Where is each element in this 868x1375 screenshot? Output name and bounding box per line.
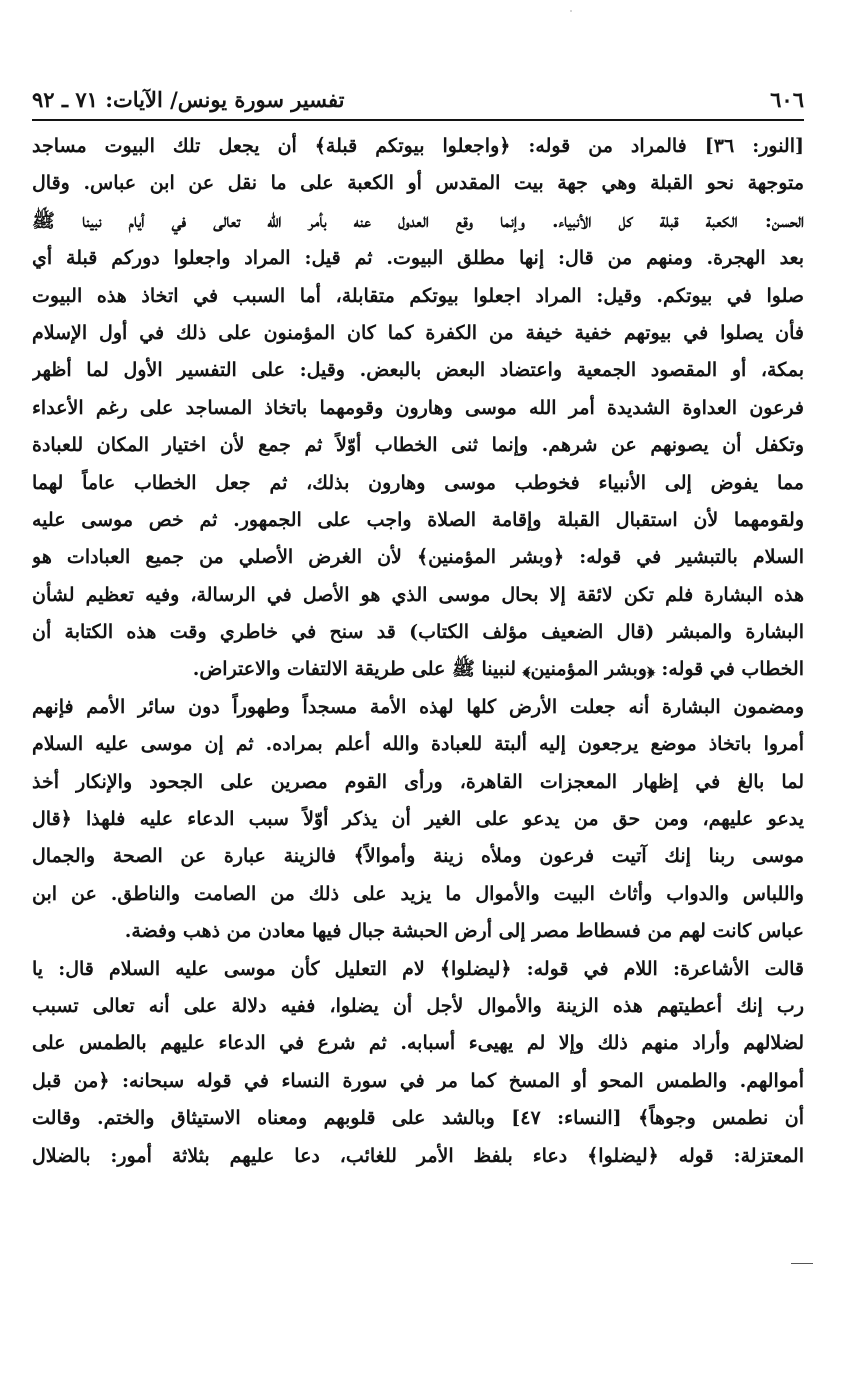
text-line: البشارة والمبشر (قال الضعيف مؤلف الكتاب) قد سنح في خاطري وقت هذه الكتابة أن bbox=[32, 621, 804, 644]
text-line: أن نطمس وجوهاً﴾ [النساء: ٤٧] وبالشد على قلوبهم ومعناه الاستيثاق والختم. وقالت bbox=[32, 1107, 804, 1130]
text-line: رب إنك أعطيتهم هذه الزينة والأموال لأجل أن يضلوا، ففيه دلالة على أنه تعالى تسبب bbox=[32, 994, 804, 1017]
text-line: أمروا باتخاذ موضع يرجعون إليه ألبتة للعبادة والله أعلم بمراده. ثم إن موسى عليه السلام bbox=[32, 733, 804, 756]
text-line: مما يفوض إلى الأنبياء فخوطب موسى وهارون بذلك، ثم جعل الخطاب عاماً لهما bbox=[32, 471, 804, 494]
running-title: تفسير سورة يونس/ الآيات: ٧١ ـ ٩٢ bbox=[32, 86, 345, 112]
text-line: عباس كانت لهم من فسطاط مصر إلى أرض الحبشة جبال فيها معادن من ذهب وفضة. bbox=[124, 920, 804, 943]
text-line: أموالهم. والطمس المحو أو المسخ كما مر في سورة النساء في قوله سبحانه: ﴿من قبل bbox=[32, 1069, 804, 1092]
text-line: صلوا في بيوتكم. وقيل: المراد اجعلوا بيوتكم متقابلة، أما السبب في اتخاذ هذه البيوت bbox=[32, 284, 804, 307]
text-line: فأن يصلوا في بيوتهم خفية خيفة من الكفرة كما كان المؤمنون على ذلك في أول الإسلام bbox=[32, 321, 804, 344]
margin-mark bbox=[791, 1263, 813, 1264]
text-line: موسى ربنا إنك آتيت فرعون وملأه زينة وأموالاً﴾ فالزينة عبارة عن الصحة والجمال bbox=[32, 845, 804, 868]
page-number: ٦٠٦ bbox=[770, 86, 804, 112]
text-line: يدعو عليهم، ومن حق من يدعو على الغير أن يذكر أوّلاً سبب الدعاء عليه فلهذا ﴿قال bbox=[32, 808, 804, 831]
page-speck bbox=[570, 10, 572, 12]
page-header bbox=[32, 84, 804, 114]
text-line: هذه البشارة فلم تكن لائقة إلا بحال موسى الذي هو الأصل في الرسالة، وفيه تعظيم لشأن bbox=[32, 583, 804, 606]
text-line: لما بالغ في إظهار المعجزات القاهرة، ورأى القوم مصرين على الجحود والإنكار أخذ bbox=[32, 770, 804, 793]
text-line: متوجهة نحو القبلة وهي جهة بيت المقدس أو الكعبة على ما نقل عن ابن عباس. وقال bbox=[32, 172, 804, 195]
text-line: [النور: ٣٦] فالمراد من قوله: ﴿واجعلوا بيوتكم قبلة﴾ أن يجعل تلك البيوت مساجد bbox=[32, 135, 804, 157]
text-line: بعد الهجرة. ومنهم من قال: إنها مطلق البيوت. ثم قيل: المراد واجعلوا دوركم قبلة أي bbox=[32, 247, 804, 270]
text-line: وتكفل أن يصونهم عن شرهم. وإنما ثنى الخطاب أوّلاً ثم جمع لأن اختيار المكان للعبادة bbox=[32, 434, 804, 457]
text-line: السلام بالتبشير في قوله: ﴿وبشر المؤمنين﴾ لأن الغرض الأصلي من جميع العبادات هو bbox=[32, 546, 804, 569]
text-line: المعتزلة: قوله ﴿ليضلوا﴾ دعاء بلفظ الأمر للغائب، دعا عليهم بثلاثة أمور: بالضلال bbox=[32, 1144, 804, 1167]
text-line: لضلالهم وأراد منهم ذلك وإلا لم يهيىء أسبابه. ثم شرع في الدعاء عليهم بالطمس على bbox=[32, 1032, 804, 1055]
text-line: ومضمون البشارة أنه جعلت الأرض كلها لهذه الأمة مسجداً وطهوراً دون سائر الأمم فإنهم bbox=[32, 695, 804, 718]
text-line: الحسن: الكعبة قبلة كل الأنبياء. وإنما وقع العدول عنه بأمر الله تعالى في أيام نبينا ﷺ bbox=[32, 209, 804, 232]
header-rule bbox=[32, 119, 804, 121]
text-line: واللباس والدواب وأثاث البيت والأموال ما يزيد على ذلك من الصامت والناطق. عن ابن bbox=[32, 882, 804, 905]
text-line: ولقومهما لأن استقبال القبلة وإقامة الصلاة واجب على الجمهور. ثم خص موسى عليه bbox=[32, 508, 804, 531]
text-line: بمكة، أو المقصود الجمعية واعتضاد البعض بالبعض. وقيل: على التفسير الأول لما أظهر bbox=[32, 359, 804, 382]
text-line: الخطاب في قوله: ﴿وبشر المؤمنين﴾ لنبينا ﷺ على طريقة الالتفات والاعتراض. bbox=[192, 658, 804, 681]
body-text bbox=[32, 128, 804, 1175]
text-line: قالت الأشاعرة: اللام في قوله: ﴿ليضلوا﴾ لام التعليل كأن موسى عليه السلام قال: يا bbox=[32, 957, 804, 980]
text-line: فرعون العداوة الشديدة أمر الله موسى وهارون وقومهما باتخاذ المساجد على رغم الأعداء bbox=[32, 396, 804, 419]
